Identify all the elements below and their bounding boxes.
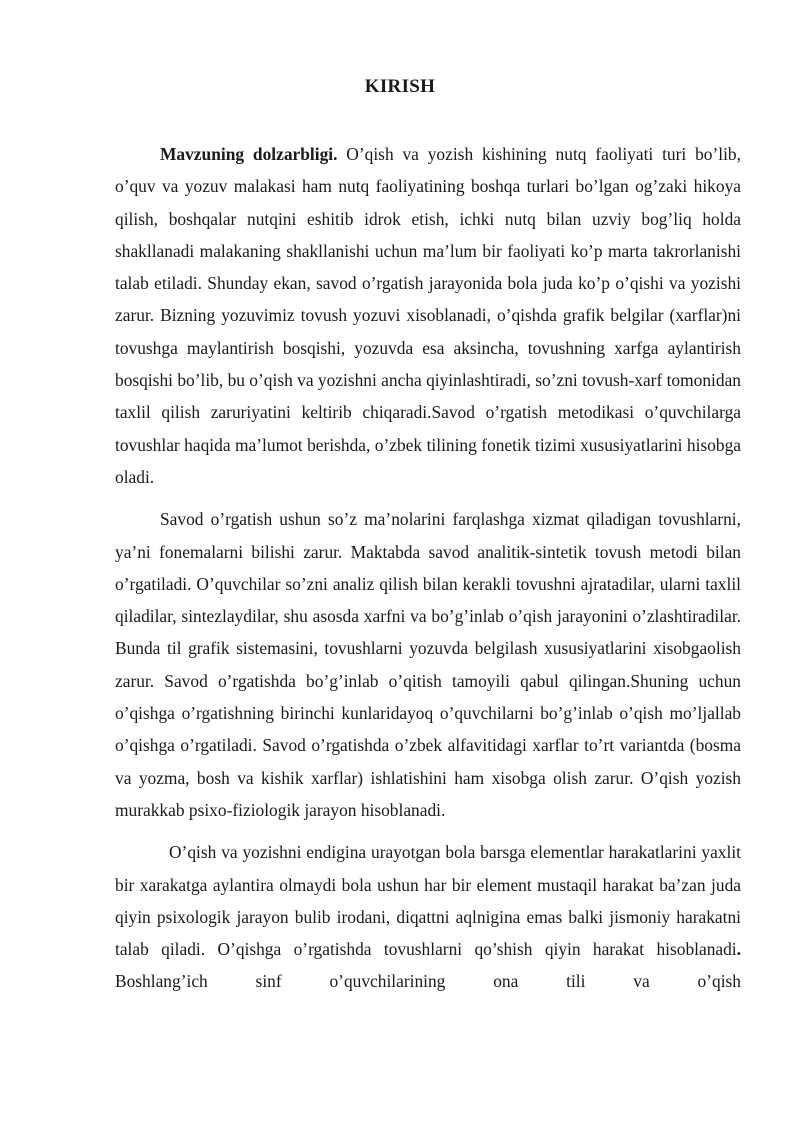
paragraph-difficulty — [115, 836, 741, 997]
paragraph-tail-text: Boshlang’ich sinf o’quvchilarining ona tili va o’qish — [115, 971, 741, 992]
bold-period: . — [736, 939, 741, 960]
document-body — [115, 138, 741, 998]
page-title: KIRISH — [364, 76, 436, 97]
paragraph-method — [115, 503, 741, 826]
paragraph-text: O’qish va yozish kishining nutq faoliyati turi bo’lib, o’quv va yozuv malakasi ham nutq faoliyatining boshqa turlari bo’lgan og’zaki hikoya qilish, boshqalar nutqini eshitib idrok etish, ichki nutq bilan uzviy bog’liq holda shakllanadi malakaning shakllanishi uchun ma’lum bir faoliyati ko’p marta takrorlanishi talab etiladi. Shunday ekan, savod o’rgatish jarayonida bola juda ko’p o’qishi va yozishi zarur. Bizning yozuvimiz tovush yozuvi xisoblanadi, o’qishda grafik belgilar (xarflar)ni tovushga maylantirish bosqishi, yozuvda esa aksincha, tovushning xarfga aylantirish bosqishi bo’lib, bu o’qish va yozishni ancha qiyinlashtiradi, so’zni tovush-xarf tomonidan taxlil qilish zaruriyatini keltirib chiqaradi.Savod o’rgatish metodikasi o’quvchilarga tovushlar haqida ma’lumot berishda, o’zbek tilining fonetik tizimi xususiyatlarini hisobga oladi. — [115, 144, 741, 487]
paragraph-lead-heading: Mavzuning dolzarbligi. — [160, 144, 338, 164]
paragraph-relevance — [115, 138, 741, 493]
paragraph-text: O’qish va yozishni endigina urayotgan bola barsga elementlar harakatlarini yaxlit bir xarakatga aylantira olmaydi bola ushun har bir element mustaqil harakat ba’zan juda qiyin psixologik jarayon bulib irodani, diqattni aqlnigina emas balki jismoniy harakatni talab qiladi. O’qishga o’rgatishda tovushlarni qo’shish qiyin harakat hisoblanadi — [115, 842, 741, 960]
paragraph-text: Savod o’rgatish ushun so’z ma’nolarini farqlashga xizmat qiladigan tovushlarni, ya’ni fonemalarni bilishi zarur. Maktabda savod analitik-sintetik tovush metodi bilan o’rgatiladi. O’quvchilar so’zni analiz qilish bilan kerakli tovushni ajratadilar, ularni taxlil qiladilar, sintezlaydilar, shu asosda xarfni va bo’g’inlab o’qish jarayonini o’zlashtiradilar. Bunda til grafik sistemasini, tovushlarni yozuvda belgilash xususiyatlarini xisobgaolish zarur. Savod o’rgatishda bo’g’inlab o’qitish tamoyili qabul qilingan.Shuning uchun o’qishga o’rgatishning birinchi kunlaridayoq o’quvchilarni bo’g’inlab o’qish mo’ljallab o’qishga o’rgatiladi. Savod o’rgatishda o’zbek alfavitidagi xarflar to’rt variantda (bosma va yozma, bosh va kishik xarflar) ishlatishini ham xisobga olish zarur. O’qish yozish murakkab psixo-fiziologik jarayon hisoblanadi. — [115, 509, 741, 820]
